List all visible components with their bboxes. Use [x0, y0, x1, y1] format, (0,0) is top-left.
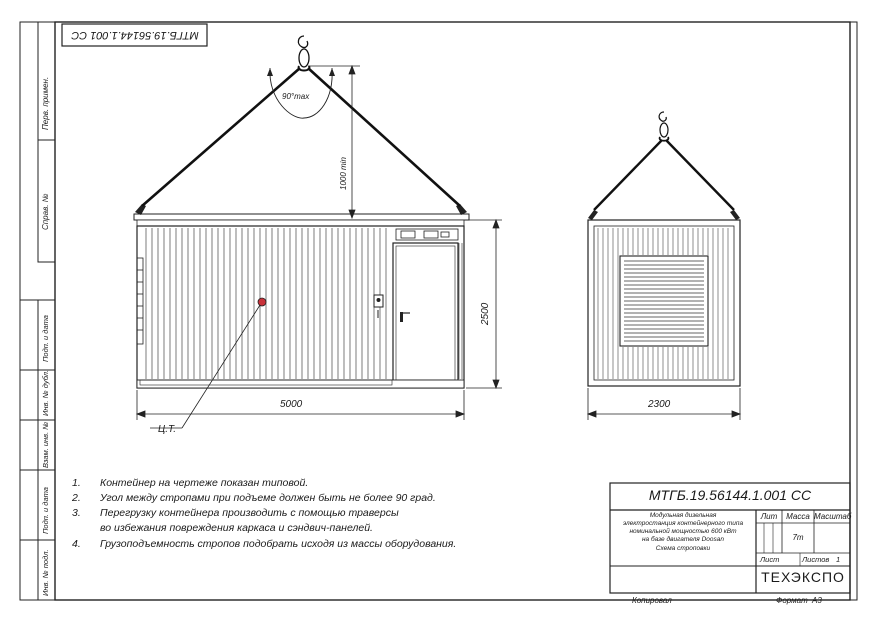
side-hook	[659, 112, 668, 141]
cg-label: Ц.Т.	[158, 424, 177, 435]
note-text: Угол между стропами при подъеме должен быть не более 90 град.	[100, 492, 436, 504]
stamp-podp-data-2: Подп. и дата	[41, 487, 50, 534]
stamp-podp-data-1: Подп. и дата	[41, 315, 50, 362]
code-stamp-text: МТГБ.19.56144.1.001 СС	[71, 29, 199, 41]
front-hook	[298, 36, 309, 71]
note-number: 4.	[72, 538, 81, 550]
format-value: А3	[812, 596, 822, 605]
lift-height-dimension	[308, 66, 360, 218]
mass-header: Масса	[786, 512, 810, 521]
doc-code: МТГБ.19.56144.1.001 СС	[648, 487, 812, 503]
width-label: 2300	[648, 399, 671, 410]
sheets-label: Листов	[802, 555, 830, 564]
note-number: 1.	[72, 477, 81, 489]
note-number: 2.	[72, 492, 81, 504]
container-side-view	[588, 210, 740, 386]
stamp-vzam-inv: Взам. инв. №	[41, 421, 50, 468]
angle-label: 90°max	[282, 92, 310, 101]
note-number: 3.	[72, 507, 81, 519]
front-slings	[142, 68, 460, 206]
sheet-label: Лист	[760, 555, 780, 564]
length-label: 5000	[280, 399, 303, 410]
sheets-value: 1	[836, 555, 841, 564]
description-line: Модульная дизельная	[649, 512, 717, 519]
side-slings	[594, 140, 734, 210]
scale-header: Масштаб	[814, 512, 852, 521]
copied-label: Копировал	[632, 596, 672, 605]
height-label: 2500	[480, 302, 491, 325]
note-text: Контейнер на чертеже показан типовой.	[100, 477, 309, 489]
mass-value: 7т	[792, 533, 804, 542]
description-line: на базе двигателя Doosan	[641, 536, 724, 543]
stamp-sprav-no: Справ. №	[41, 193, 50, 230]
container-front-view	[134, 204, 469, 388]
note-text: во избежания повреждения каркаса и сэндвич-панелей.	[100, 522, 373, 534]
stamp-perv-primen: Перв. примен.	[41, 76, 50, 130]
lift-height-label: 1000 min	[339, 157, 348, 190]
description-line: электростанция контейнерного типа	[622, 520, 744, 527]
description-line: номинальной мощностью 600 кВт	[629, 528, 737, 535]
note-text: Грузоподъемность стропов подобрать исходя из массы оборудования.	[100, 538, 457, 550]
stamp-inv-dubl: Инв. № дубл.	[41, 369, 50, 416]
lit-header: Лит	[760, 512, 778, 521]
note-text: Перегрузку контейнера производить с помощью траверсы	[100, 507, 399, 519]
format-label: Формат	[776, 596, 808, 605]
company-logo: ТЕХЭКСПО	[761, 569, 845, 585]
description-line: Схема строповки	[655, 545, 711, 552]
center-of-gravity-marker	[258, 298, 266, 306]
stamp-inv-podl: Инв. № подл.	[41, 549, 50, 596]
